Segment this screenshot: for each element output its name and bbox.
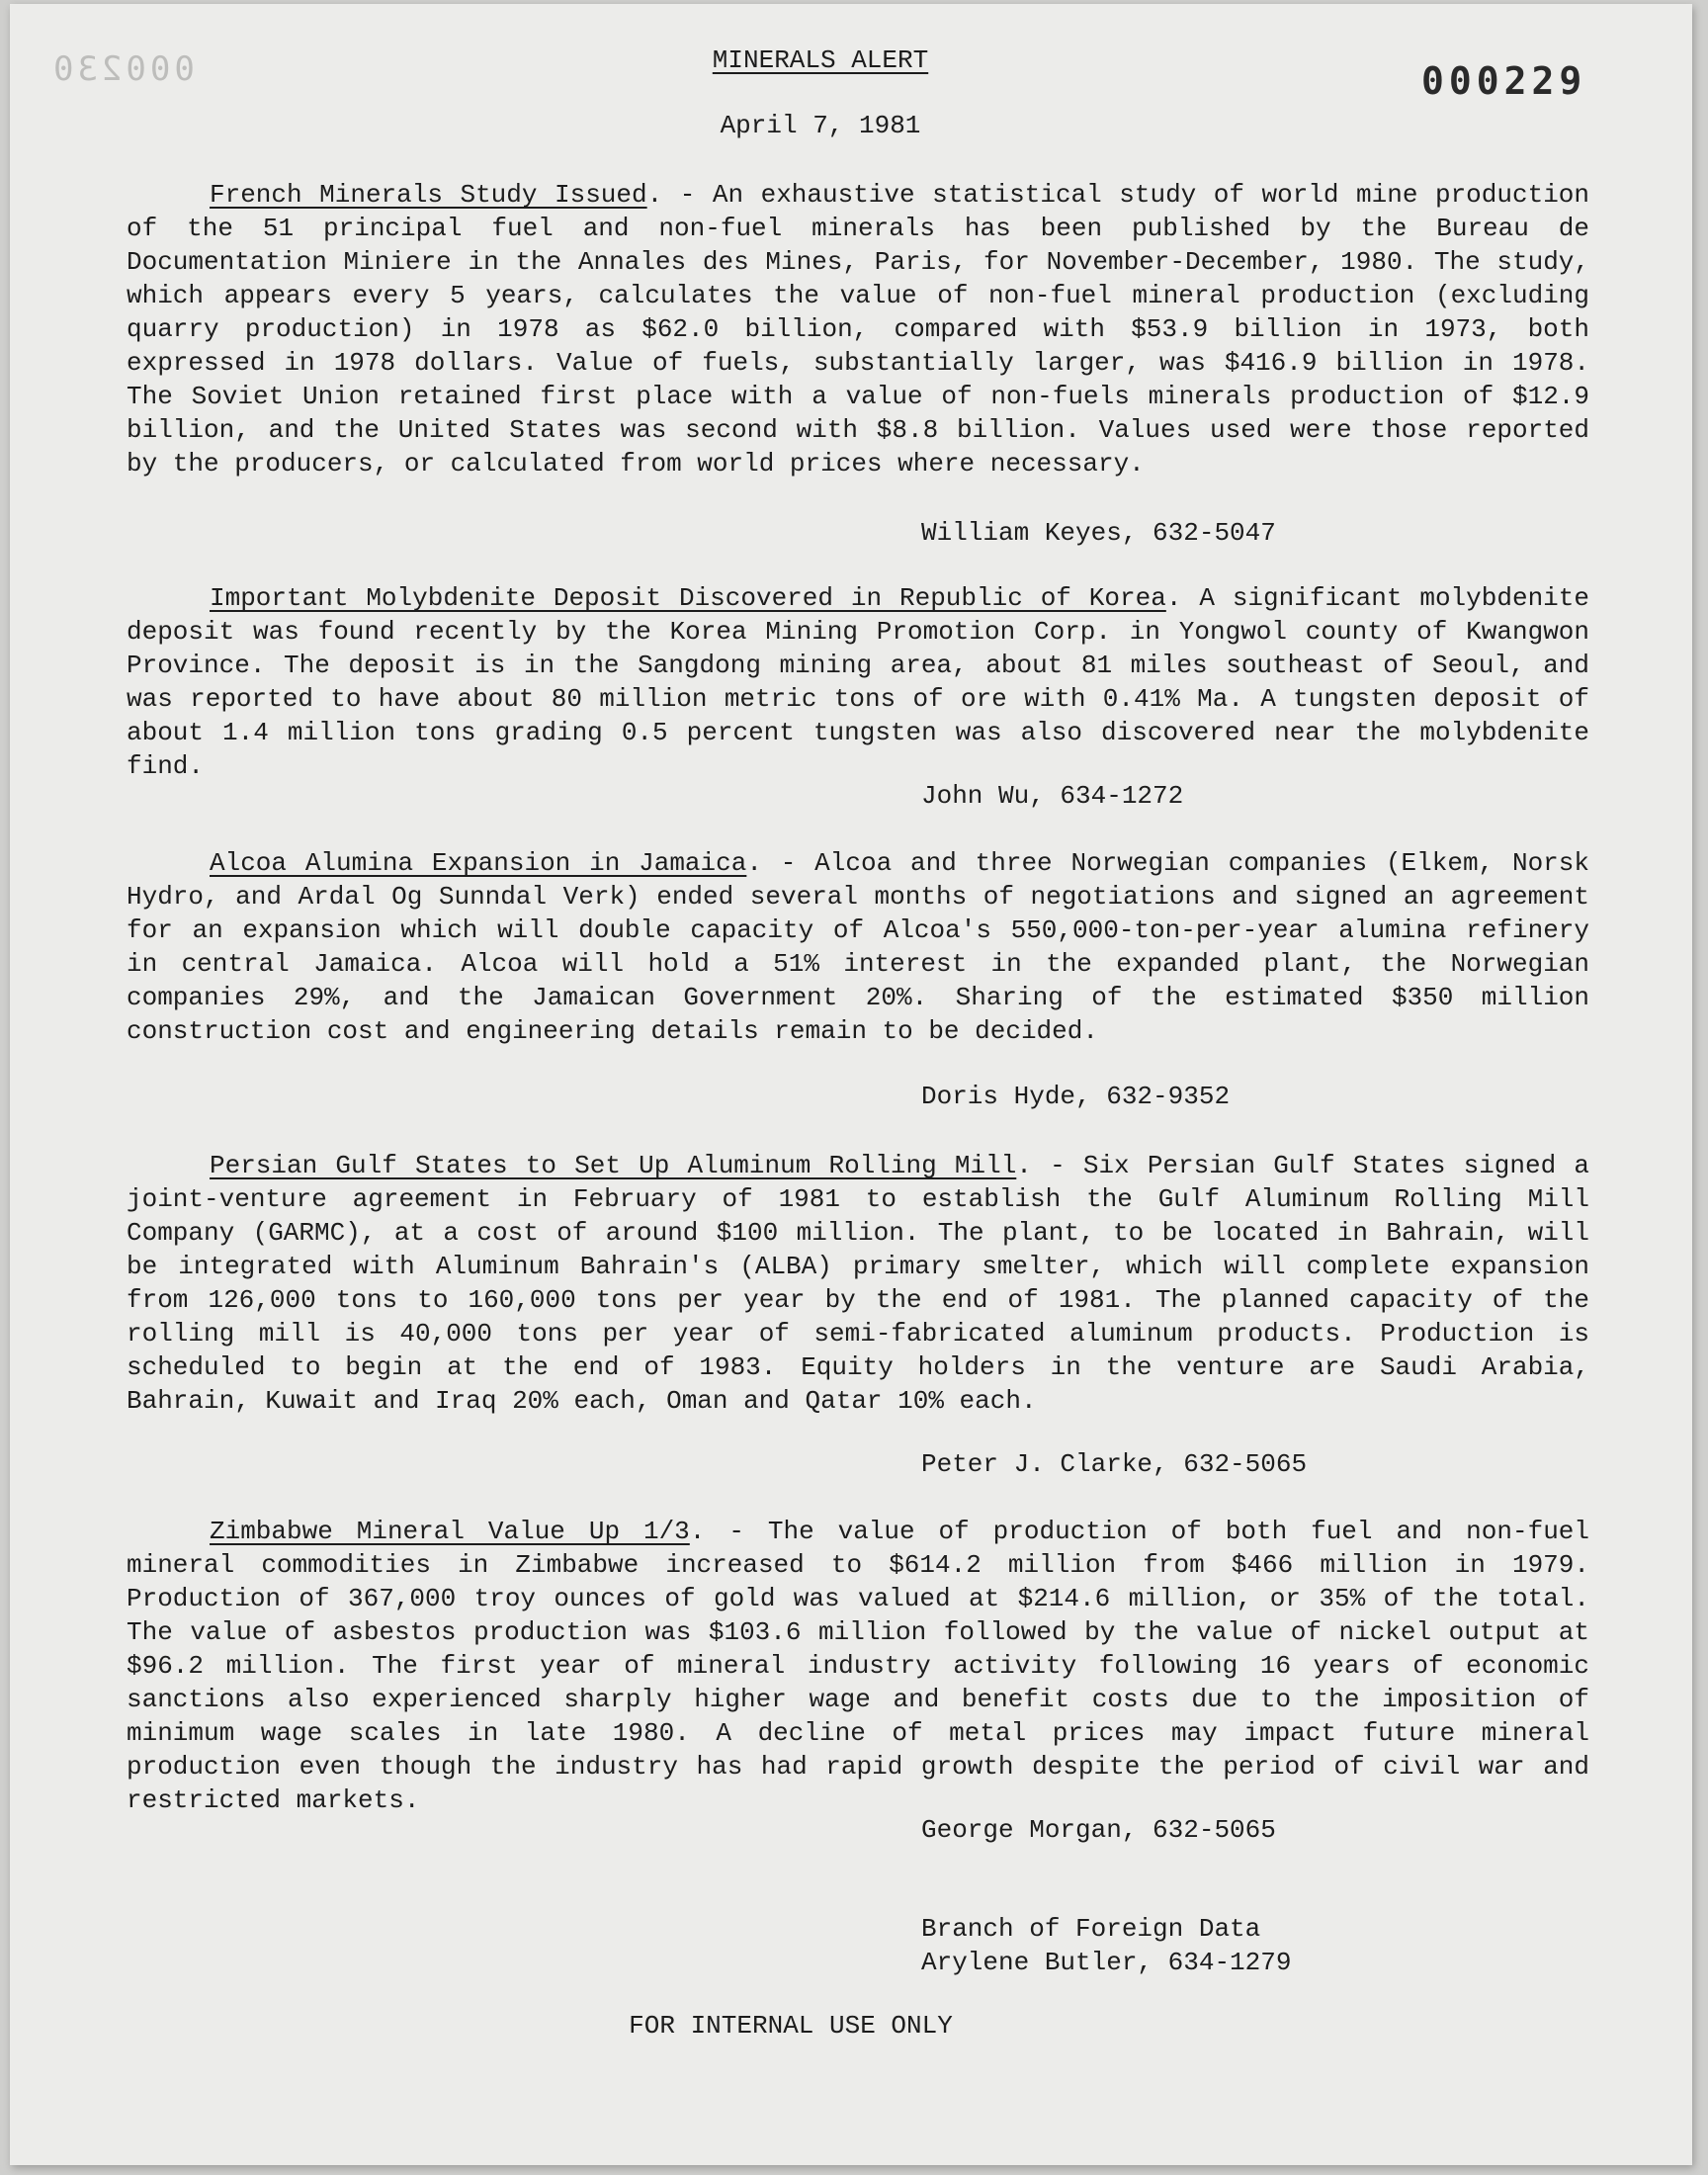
article-heading: Zimbabwe Mineral Value Up 1/3 [210,1517,690,1546]
article-byline: John Wu, 634-1272 [921,781,1184,811]
internal-use-notice: FOR INTERNAL USE ONLY [629,2011,953,2041]
article-body: . - Six Persian Gulf States signed a joint-venture agreement in February of 1981 to establish the Gulf Aluminum Rolling Mill Company (GARMC), at a cost of around $100 million. The plant, to be located in Bahrain, will be integrated with Aluminum Bahrain's (ALBA) primary smelter, which will complete expansion from 126,000 tons to 160,000 tons per year by the end of 1981. The planned capacity of the rolling mill is 40,000 tons per year of semi-fabricated aluminum products. Production is scheduled to begin at the end of 1983. Equity holders in the venture are Saudi Arabia, Bahrain, Kuwait and Iraq 20% each, Oman and Qatar 10% each. [127,1151,1589,1416]
article-byline: George Morgan, 632-5065 [921,1815,1276,1845]
article-byline: Doris Hyde, 632-9352 [921,1082,1231,1111]
article-french-minerals [127,178,1589,480]
branch-name: Branch of Foreign Data [921,1914,1261,1944]
article-gulf-rolling-mill [127,1149,1589,1418]
mirrored-page-number: 000230 [49,49,195,89]
article-body: . A significant molybdenite deposit was found recently by the Korea Mining Promotion Corp. in Yongwol county of Kwangwon Province. The deposit is in the Sangdong mining area, about 81 miles southeast of Seoul, and was reported to have about 80 million metric tons of ore with 0.41% Ma. A tungsten deposit of about 1.4 million tons grading 0.5 percent tungsten was also discovered near the molybdenite find. [127,583,1589,781]
branch-contact: Arylene Butler, 634-1279 [921,1948,1292,1977]
masthead [10,45,1631,75]
article-heading: Persian Gulf States to Set Up Aluminum Rolling Mill [210,1151,1017,1180]
document-title: MINERALS ALERT [712,45,929,75]
article-korea-molybdenite [127,581,1589,783]
document-page [10,4,1692,2165]
article-body: . - The value of production of both fuel and non-fuel mineral commodities in Zimbabwe increased to $614.2 million from $466 million in 1979. Production of 367,000 troy ounces of gold was valued at $214.6 million, or 35% of the total. The value of asbestos production was $103.6 million followed by the value of nickel output at $96.2 million. The first year of mineral industry activity following 16 years of economic sanctions also experienced sharply higher wage and benefit costs due to the imposition of minimum wage scales in late 1980. A decline of metal prices may impact future mineral production even though the industry has had rapid growth despite the period of civil war and restricted markets. [127,1517,1590,1815]
article-alcoa-jamaica [127,846,1589,1048]
document-date: April 7, 1981 [720,111,921,140]
article-body: . - An exhaustive statistical study of world mine production of the 51 principal fuel and non-fuel minerals has been published by the Bureau de Documentation Miniere in the Annales des Mines, Paris, for November-December, 1980. The study, which appears every 5 years, calculates the value of non-fuel mineral production (excluding quarry production) in 1978 as $62.0 billion, compared with $53.9 billion in 1973, both expressed in 1978 dollars. Value of fuels, substantially larger, was $416.9 billion in 1978. The Soviet Union retained first place with a value of non-fuels minerals production of $12.9 billion, and the United States was second with $8.8 billion. Values used were those reported by the producers, or calculated from world prices where necessary. [127,180,1590,478]
article-body: . - Alcoa and three Norwegian companies (Elkem, Norsk Hydro, and Ardal Og Sunndal Verk) ended several months of negotiations and signed an agreement for an expansion which will double capacity of Alcoa's 550,000-ton-per-year alumina refinery in central Jamaica. Alcoa will hold a 51% interest in the expanded plant, the Norwegian companies 29%, and the Jamaican Government 20%. Sharing of the estimated $350 million construction cost and engineering details remain to be decided. [127,848,1589,1046]
article-zimbabwe-value [127,1515,1589,1817]
article-byline: William Keyes, 632-5047 [921,518,1276,548]
article-byline: Peter J. Clarke, 632-5065 [921,1449,1308,1479]
article-heading: Alcoa Alumina Expansion in Jamaica [210,848,747,878]
article-heading: Important Molybdenite Deposit Discovered in Republic of Korea [210,583,1166,613]
page-number-stamp: 000229 [1421,59,1587,103]
article-heading: French Minerals Study Issued [210,180,647,210]
